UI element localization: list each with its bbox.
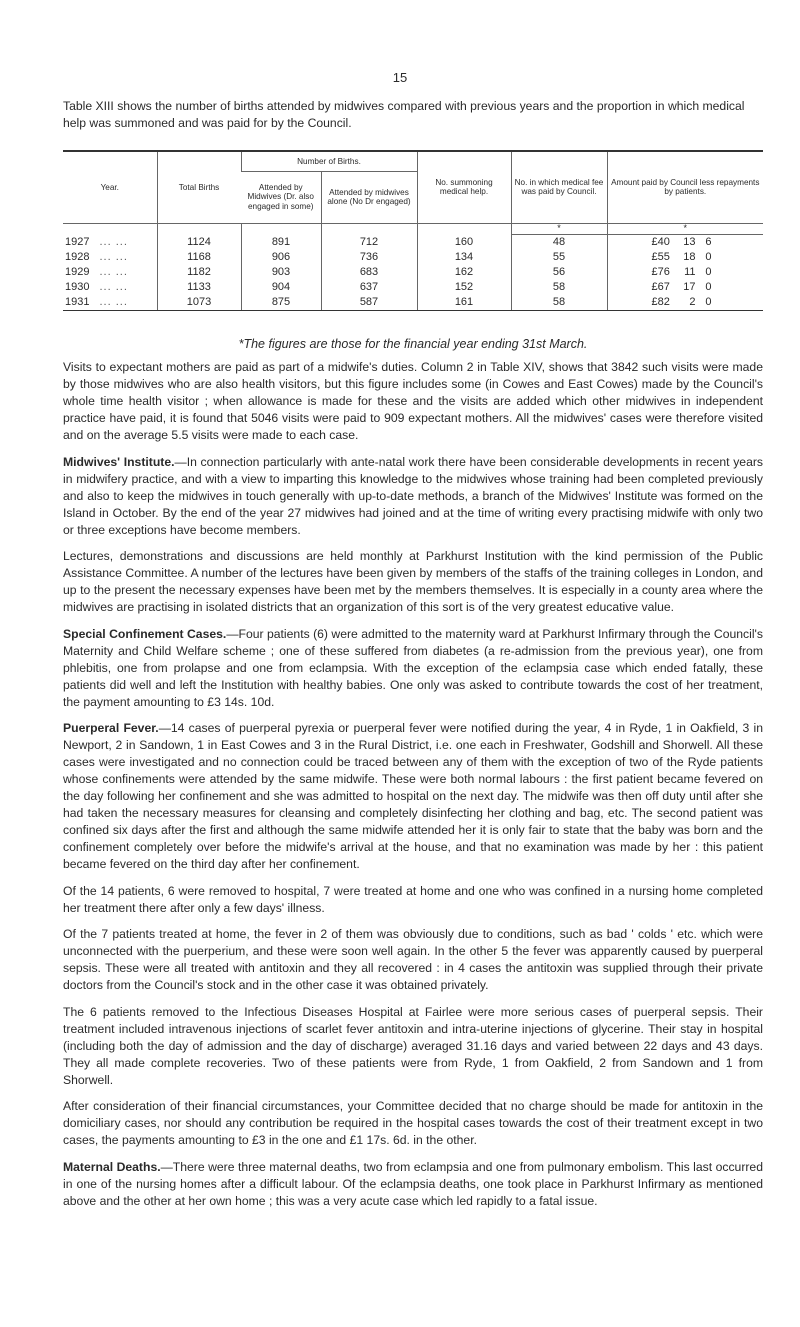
paragraph-text: Visits to expectant mothers are paid as part of a midwife's duties. Column 2 in Table XIV, shows that 3842 such visits were made by those midwives who are also health visitors, but this figure includes some (in Cowes and East Cowes) made by the Council's whole time health visitor ; when allowance is made for these and the visits are added which other midwives in independent practice have paid, it is found that 5046 visits were paid to 909 expectant mothers. All the midwives' cases were therefore visited and on the average 5.5 visits were made to each case. <box>63 360 763 442</box>
year-cell <box>63 234 157 250</box>
amount-pounds: £76 <box>651 266 670 278</box>
amount-pence: 0 <box>705 296 712 308</box>
body-paragraph <box>63 1098 763 1149</box>
table-row <box>63 280 763 295</box>
header-total-births: Total Births <box>157 151 241 223</box>
attended-midwives-cell: 875 <box>241 295 321 311</box>
attended-alone-cell: 712 <box>321 234 417 250</box>
paragraph-text: —Four patients (6) were admitted to the maternity ward at Parkhurst Infirmary through the Council's Maternity and Child Welfare scheme ; one of these suffered from diabetes (a re-admission from the previous year), one from phlebitis, one from prolapse and one from eclampsia. With the exception of the eclampsia case which ended fatally, these patients did well and left the Institution with healthy babies. One only was asked to contribute towards the cost of her treatment, the payment amounting to £3 14s. 10d. <box>63 626 763 709</box>
body-paragraph <box>63 454 763 539</box>
header-year: Year. <box>63 151 157 223</box>
paragraph-heading: Puerperal Fever. <box>63 721 159 735</box>
leader-dots: ... ... <box>99 251 128 263</box>
summoning-cell: 160 <box>417 234 511 250</box>
leader-dots: ... ... <box>99 281 128 293</box>
body-paragraph <box>63 883 763 917</box>
paragraph-text: —In connection particularly with ante-natal work there have been considerable developments in recent years in midwifery practice, and with a view to imparting this knowledge to the midwives whose training had been completed previously and also to keep the midwives in touch generally with up-to-date methods, a branch of the Midwives' Institute was formed on the Island in October. By the end of the year 27 midwives had joined and at the time of writing every practising midwife with only two or three exceptions have become members. <box>63 454 764 537</box>
table-row <box>63 234 763 250</box>
attended-alone-cell: 587 <box>321 295 417 311</box>
body-text <box>63 359 763 1219</box>
paragraph-text: Lectures, demonstrations and discussions are held monthly at Parkhurst Institution with the kind permission of the Public Assistance Committee. A number of the lectures have been given by members of the staffs of the training colleges in London, and up to the present the necessary expenses have been met by the members themselves. It is especially in a county area where the midwives are practising in isolated districts that an organization of this sort is of the very greatest educative value. <box>63 549 763 614</box>
summoning-cell: 162 <box>417 265 511 280</box>
attended-midwives-cell: 904 <box>241 280 321 295</box>
header-fee-paid: No. in which medical fee was paid by Council. <box>511 151 607 223</box>
fee-paid-cell: 56 <box>511 265 607 280</box>
table-footnote: *The figures are those for the financial year ending 31st March. <box>238 337 588 351</box>
amount-pence: 0 <box>705 266 712 278</box>
paragraph-text: Of the 14 patients, 6 were removed to hospital, 7 were treated at home and one who was confined in a nursing home completed her treatment there after only a few days' illness. <box>63 883 763 915</box>
total-births-cell: 1133 <box>157 280 241 295</box>
year-cell <box>63 295 157 311</box>
year-value: 1927 <box>65 235 90 248</box>
amount-footnote-mark: * <box>607 223 763 234</box>
attended-midwives-cell: 891 <box>241 234 321 250</box>
births-table <box>63 150 763 311</box>
paragraph-text: —14 cases of puerperal pyrexia or puerperal fever were notified during the year, 4 in Ryde, 1 in Oakfield, 3 in Newport, 2 in Sandown, 1 in East Cowes and 3 in the Rural District, i.e. one each in Freshwater, Godshill and Shorwell. All these cases were investigated and no connection could be traced between any of them with the exception of two of the Ryde patients whose confinements were attended by the same midwife. These were both normal labours : the first patient became fevered on the day following her confinement and she was admitted to hospital on the next day. The midwife was then off duty until after she had taken the necessary measures for cleansing and completely disinfecting her clothing and bag, etc. The second patient was confined six days after the first and although the same midwife attended her it is only fair to state that the baby was born and the confinement completely over before the midwife's arrival at the house, and that no examination was made by her : this patient became fevered on the third day after her confinement. <box>63 721 763 871</box>
amount-pence: 0 <box>705 251 712 263</box>
year-cell <box>63 250 157 265</box>
summoning-cell: 161 <box>417 295 511 311</box>
body-paragraph <box>63 1159 763 1210</box>
total-births-cell: 1124 <box>157 234 241 250</box>
amount-shillings: 11 <box>684 266 696 278</box>
summoning-cell: 152 <box>417 280 511 295</box>
year-value: 1930 <box>65 281 90 293</box>
summoning-cell: 134 <box>417 250 511 265</box>
amount-pence: 0 <box>705 281 712 293</box>
amount-shillings: 13 <box>683 236 696 248</box>
leader-dots: ... ... <box>99 235 128 248</box>
body-paragraph <box>63 720 763 873</box>
amount-pence: 6 <box>705 236 712 248</box>
fee-paid-cell: 58 <box>511 280 607 295</box>
table-row <box>63 295 763 311</box>
amount-pounds: £40 <box>651 236 670 248</box>
attended-alone-cell: 637 <box>321 280 417 295</box>
attended-midwives-cell: 903 <box>241 265 321 280</box>
attended-alone-cell: 683 <box>321 265 417 280</box>
year-value: 1929 <box>65 266 90 278</box>
amount-paid-cell <box>607 234 763 250</box>
leader-dots: ... ... <box>99 296 128 308</box>
table-row <box>63 265 763 280</box>
paragraph-text: —There were three maternal deaths, two from eclampsia and one from pulmonary embolism. This last occurred in one of the nursing homes after a difficult labour. Of the eclampsia deaths, one took place in Parkhurst Infirmary as mentioned above and the other at her own home ; this was a very acute case which led rapidly to a fatal issue. <box>63 1159 763 1208</box>
header-amount-paid: Amount paid by Council less repayments by patients. <box>607 151 763 223</box>
body-paragraph <box>63 548 763 616</box>
paragraph-text: The 6 patients removed to the Infectious Diseases Hospital at Fairlee were more serious cases of puerperal sepsis. Their treatment included intravenous injections of scarlet fever antitoxin and intra-uterine injections of glycerine. Their stay in hospital (including both the day of admission and the day of discharge) averaged 31.16 days and varied between 22 days and 43 days. They all made complete recoveries. Two of these patients were from Ryde, 1 from Oakfield, 2 from Sandown and 1 from Shorwell. <box>63 1004 763 1087</box>
paragraph-heading: Midwives' Institute. <box>63 454 175 469</box>
table-row <box>63 250 763 265</box>
paragraph-text: Of the 7 patients treated at home, the fever in 2 of them was obviously due to conditions, such as bad ' colds ' etc. which were unconnected with the puerperium, and these were soon well again. In the other 5 the fever was apparently caused by puerperal sepsis. These were all treated with antitoxin and they all recovered : in 4 cases the antitoxin was supplied through their private doctors from the Council's stock and in the other case it was obtained privately. <box>63 927 763 992</box>
body-paragraph <box>63 926 763 994</box>
total-births-cell: 1182 <box>157 265 241 280</box>
year-value: 1931 <box>65 296 90 308</box>
paragraph-heading: Maternal Deaths. <box>63 1159 161 1174</box>
header-summoning: No. summoning medical help. <box>417 151 511 223</box>
header-attended-midwives: Attended by Midwives (Dr. also engaged in some) <box>241 171 321 223</box>
amount-paid-cell <box>607 295 763 311</box>
amount-pounds: £67 <box>651 281 670 293</box>
attended-midwives-cell: 906 <box>241 250 321 265</box>
body-paragraph <box>63 359 763 444</box>
year-cell <box>63 280 157 295</box>
paragraph-text: After consideration of their financial circumstances, your Committee decided that no charge should be made for antitoxin in the domiciliary cases, nor should any contribution be required in the hospital cases towards the cost of their treatment except in two cases, the payments amounting to £3 in the one and £1 17s. 6d. in the other. <box>63 1099 763 1147</box>
amount-pounds: £82 <box>651 296 670 308</box>
amount-shillings: 2 <box>689 296 696 308</box>
total-births-cell: 1168 <box>157 250 241 265</box>
paragraph-heading: Special Confinement Cases. <box>63 626 227 641</box>
year-value: 1928 <box>65 251 90 263</box>
fee-paid-cell: 58 <box>511 295 607 311</box>
fee-paid-cell: 48 <box>511 234 607 250</box>
fee-paid-cell: 55 <box>511 250 607 265</box>
amount-paid-cell <box>607 250 763 265</box>
fee-footnote-mark: * <box>511 223 607 234</box>
intro-paragraph: Table XIII shows the number of births attended by midwives compared with previous years and the proportion in which medical help was summoned and was paid for by the Council. <box>63 99 745 130</box>
attended-alone-cell: 736 <box>321 250 417 265</box>
amount-paid-cell <box>607 265 763 280</box>
amount-shillings: 18 <box>683 251 696 263</box>
leader-dots: ... ... <box>99 266 128 278</box>
page-number: 15 <box>392 70 408 85</box>
body-paragraph <box>63 1004 763 1089</box>
total-births-cell: 1073 <box>157 295 241 311</box>
amount-pounds: £55 <box>651 251 670 263</box>
amount-shillings: 17 <box>683 281 696 293</box>
amount-paid-cell <box>607 280 763 295</box>
year-cell <box>63 265 157 280</box>
header-number-of-births: Number of Births. <box>241 151 417 171</box>
body-paragraph <box>63 626 763 711</box>
header-attended-alone: Attended by midwives alone (No Dr engaged) <box>321 171 417 223</box>
